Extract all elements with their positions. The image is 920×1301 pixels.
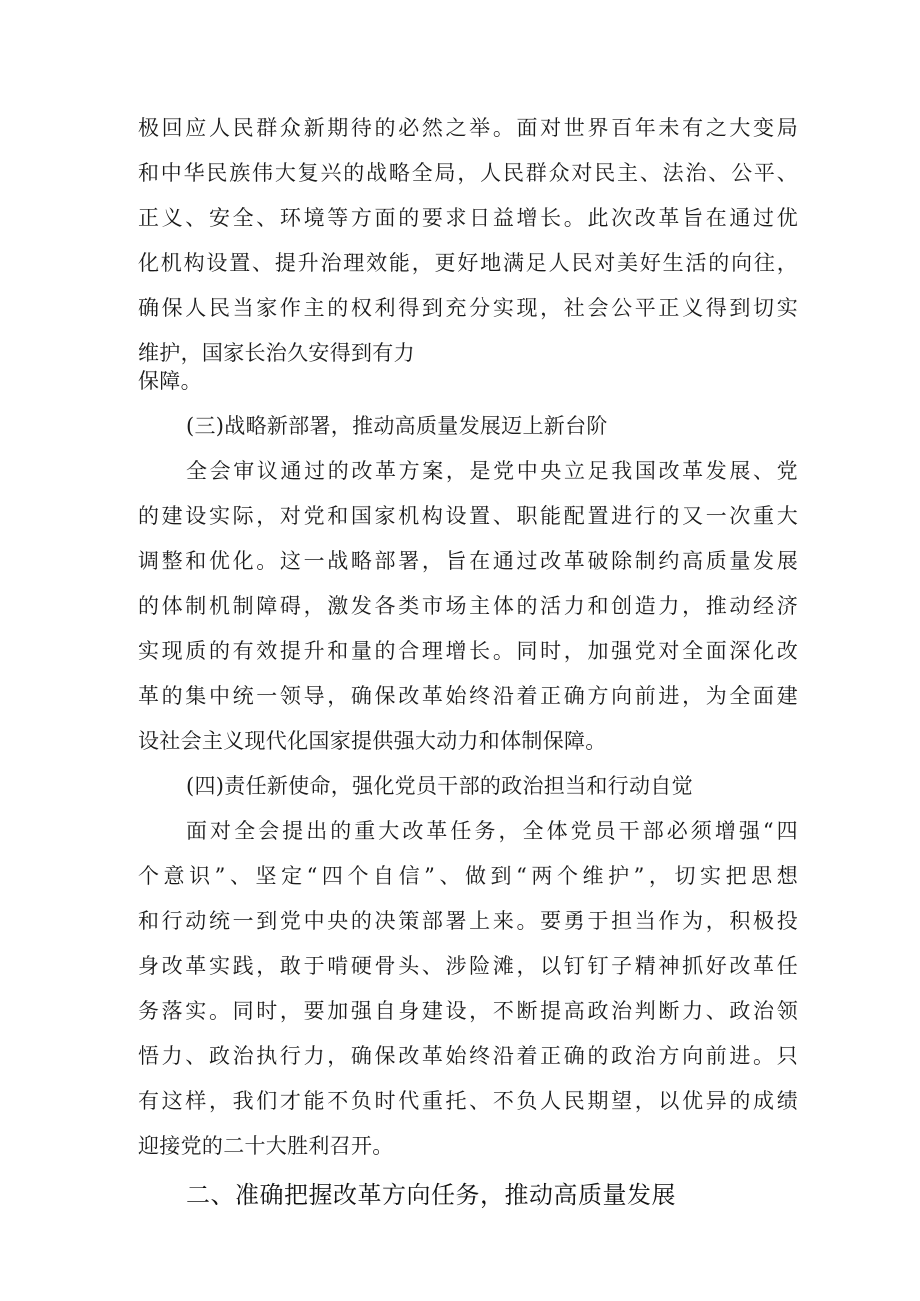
section-2-heading: 二、准确把握改革方向任务，推动高质量发展 [186, 1181, 676, 1209]
paragraph-1-line-5: 确保人民当家作主的权利得到充分实现，社会公平正义得到切实 [138, 296, 798, 320]
paragraph-3-line-8: 迎接党的二十大胜利召开。 [138, 1134, 394, 1158]
paragraph-3-line-1: 面对全会提出的重大改革任务，全体党员干部必须增强“四 [186, 819, 798, 843]
paragraph-1-line-3: 正义、安全、环境等方面的要求日益增长。此次改革旨在通过优 [138, 206, 798, 230]
paragraph-3-line-2: 个意识”、坚定“四个自信”、做到“两个维护”，切实把思想 [138, 864, 798, 888]
paragraph-2-line-3: 调整和优化。这一战略部署，旨在通过改革破除制约高质量发展 [138, 549, 798, 573]
paragraph-1-line-4: 化机构设置、提升治理效能，更好地满足人民对美好生活的向往， [138, 251, 798, 275]
subheading-3: (三)战略新部署，推动高质量发展迈上新台阶 [186, 414, 608, 438]
paragraph-2-line-2: 的建设实际，对党和国家机构设置、职能配置进行的又一次重大 [138, 504, 798, 528]
paragraph-1-line-7: 保障。 [138, 369, 202, 393]
paragraph-3-line-5: 务落实。同时，要加强自身建设，不断提高政治判断力、政治领 [138, 999, 798, 1023]
subheading-4: (四)责任新使命，强化党员干部的政治担当和行动自觉 [186, 774, 693, 798]
paragraph-2-line-7: 设社会主义现代化国家提供强大动力和体制保障。 [138, 729, 607, 753]
paragraph-1-line-1: 极回应人民群众新期待的必然之举。面对世界百年未有之大变局 [138, 116, 798, 140]
paragraph-2-line-1: 全会审议通过的改革方案，是党中央立足我国改革发展、党 [186, 459, 798, 483]
paragraph-3-line-3: 和行动统一到党中央的决策部署上来。要勇于担当作为，积极投 [138, 909, 798, 933]
paragraph-3-line-4: 身改革实践，敢于啃硬骨头、涉险滩，以钉钉子精神抓好改革任 [138, 954, 798, 978]
paragraph-2-line-4: 的体制机制障碍，激发各类市场主体的活力和创造力，推动经济 [138, 594, 798, 618]
paragraph-2-line-5: 实现质的有效提升和量的合理增长。同时，加强党对全面深化改 [138, 639, 798, 663]
paragraph-3-line-6: 悟力、政治执行力，确保改革始终沿着正确的政治方向前进。只 [138, 1044, 798, 1068]
paragraph-1-line-6: 维护，国家长治久安得到有力 [138, 341, 415, 365]
paragraph-1-line-2: 和中华民族伟大复兴的战略全局，人民群众对民主、法治、公平、 [138, 161, 798, 185]
paragraph-2-line-6: 革的集中统一领导，确保改革始终沿着正确方向前进，为全面建 [138, 684, 798, 708]
paragraph-3-line-7: 有这样，我们才能不负时代重托、不负人民期望，以优异的成绩 [138, 1089, 798, 1113]
